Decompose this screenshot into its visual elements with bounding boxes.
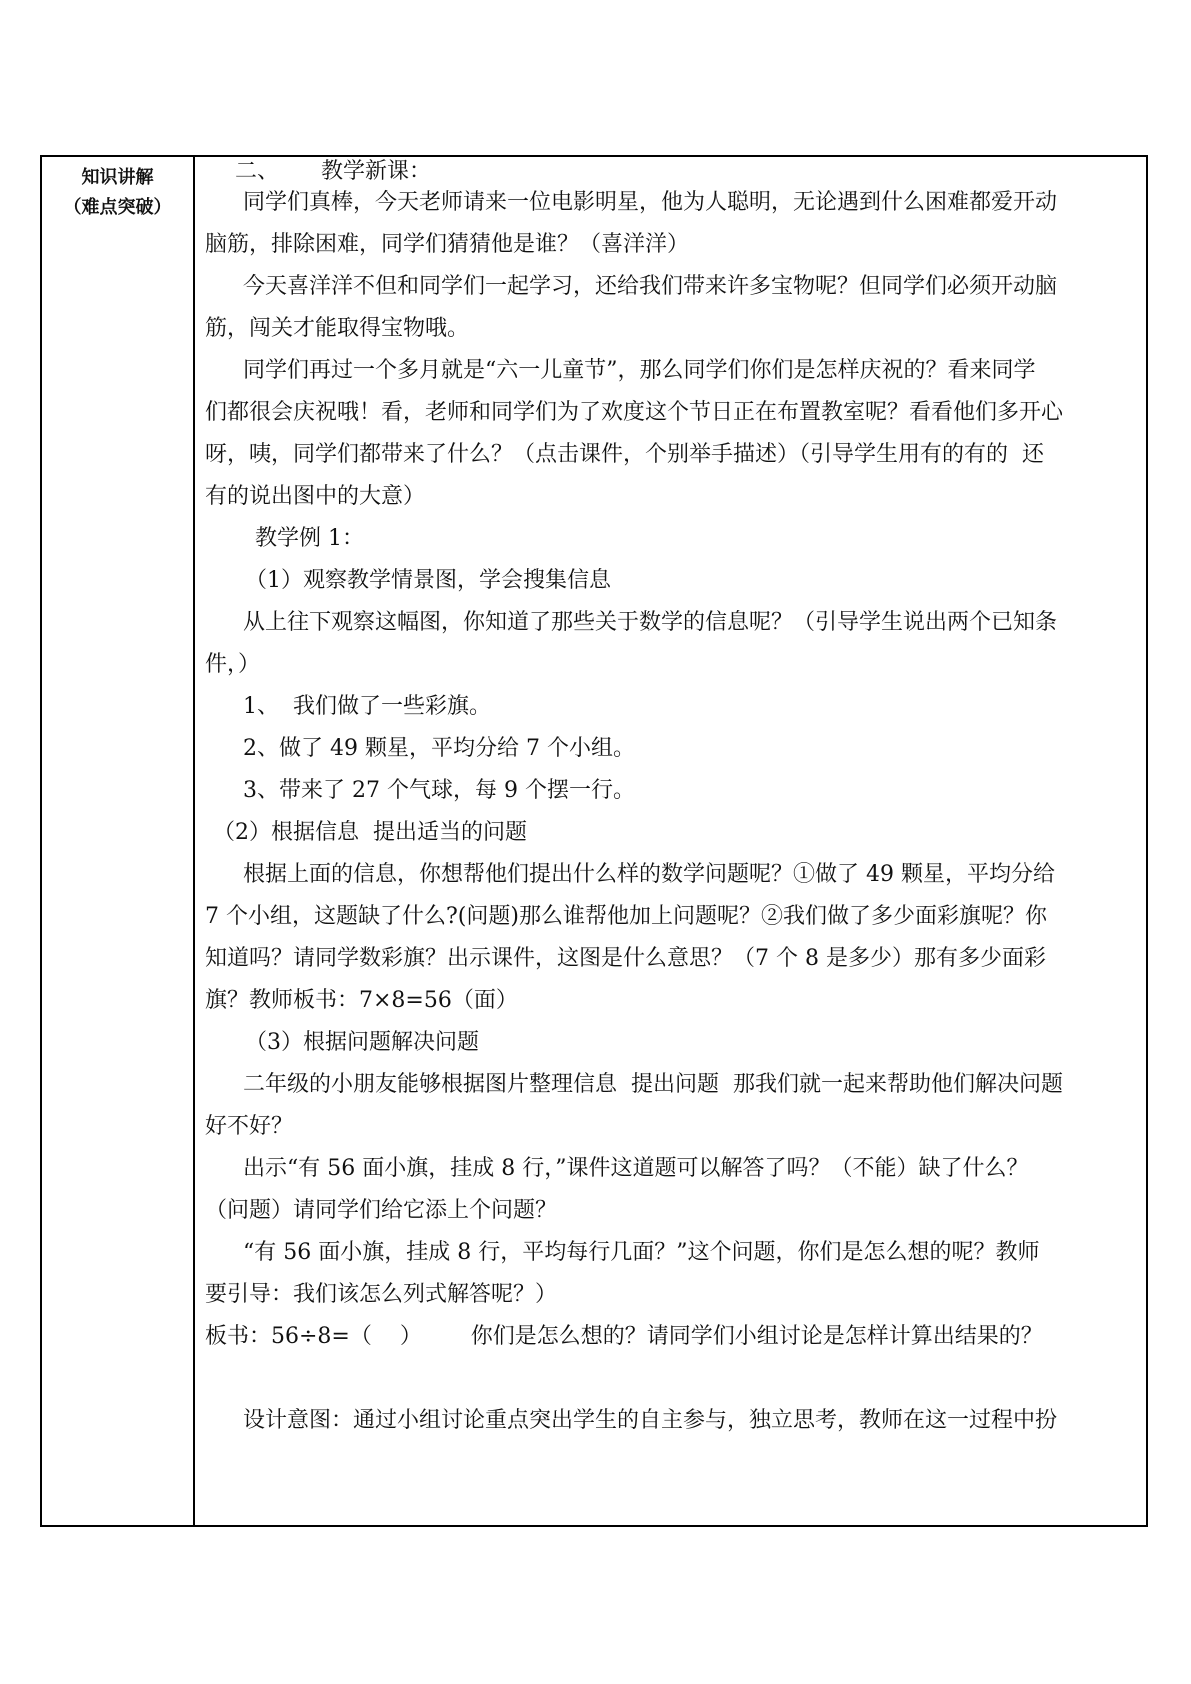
paragraph-line: “有 56 面小旗，挂成 8 行，平均每行几面？”这个问题，你们是怎么想的呢？教师 [243,1240,1040,1265]
paragraph-line: 要引导：我们该怎么列式解答呢？） [205,1282,558,1307]
paragraph-line: 同学们真棒，今天老师请来一位电影明星，他为人聪明，无论遇到什么困难都爱开动 [243,190,1058,215]
paragraph-line: 呀，咦，同学们都带来了什么？（点击课件，个别举手描述）（引导学生用有的有的 还 [205,442,1044,467]
paragraph-line: 根据上面的信息，你想帮他们提出什么样的数学问题呢？①做了 49 颗星，平均分给 [243,862,1055,887]
design-intent-line: 设计意图：通过小组讨论重点突出学生的自主参与，独立思考，教师在这一过程中扮 [243,1408,1058,1433]
paragraph-line: 有的说出图中的大意） [205,484,426,509]
list-item: 3、带来了 27 个气球，每 9 个摆一行。 [243,778,635,803]
paragraph-line: （问题）请同学们给它添上个问题？ [205,1198,558,1223]
paragraph-line: 二年级的小朋友能够根据图片整理信息 提出问题 那我们就一起来帮助他们解决问题 [243,1072,1063,1097]
paragraph-line: 今天喜洋洋不但和同学们一起学习，还给我们带来许多宝物呢？但同学们必须开动脑 [243,274,1058,299]
paragraph-line: 件，） [205,652,261,677]
paragraph-line: 脑筋，排除困难，同学们猜猜他是谁？（喜洋洋） [205,232,690,257]
list-item: 2、做了 49 颗星，平均分给 7 个小组。 [243,736,635,761]
paragraph-line: 旗？教师板书：7×8=56（面） [205,988,518,1013]
paragraph-line: 同学们再过一个多月就是“六一儿童节”，那么同学们你们是怎样庆祝的？看来同学 [243,358,1036,383]
section-subtitle: （难点突破） [63,197,172,218]
section-label-cell [42,157,195,1525]
paragraph-line: 知道吗？请同学数彩旗？出示课件，这图是什么意思？（7 个 8 是多少）那有多少面彩 [205,946,1046,971]
step-heading: （3）根据问题解决问题 [245,1030,479,1055]
lesson-plan-table [40,155,1148,1527]
list-item: 1、 我们做了一些彩旗。 [243,694,491,719]
section-content-cell [195,157,1146,1525]
board-writing-line: 板书：56÷8=（ ） 你们是怎么想的？请同学们小组讨论是怎样计算出结果的？ [205,1324,1043,1349]
paragraph-line: 们都很会庆祝哦！看，老师和同学们为了欢度这个节日正在布置教室呢？看看他们多开心 [205,400,1064,425]
paragraph-line: 筋，闯关才能取得宝物哦。 [205,316,470,341]
paragraph-line: 从上往下观察这幅图，你知道了那些关于数学的信息呢？（引导学生说出两个已知条 [243,610,1058,635]
paragraph-line: 出示“有 56 面小旗，挂成 8 行，”课件这道题可以解答了吗？（不能）缺了什么？ [243,1156,1029,1181]
step-heading: （1）观察教学情景图，学会搜集信息 [245,568,611,593]
example-heading: 教学例 1： [255,526,364,551]
step-heading: （2）根据信息 提出适当的问题 [213,820,527,845]
paragraph-line: 7 个小组，这题缺了什么?(问题)那么谁帮他加上问题呢？②我们做了多少面彩旗呢？你 [205,904,1047,929]
heading-new-lesson: 二、 教学新课： [235,159,431,184]
section-title: 知识讲解 [81,167,154,188]
paragraph-line: 好不好？ [205,1114,294,1139]
